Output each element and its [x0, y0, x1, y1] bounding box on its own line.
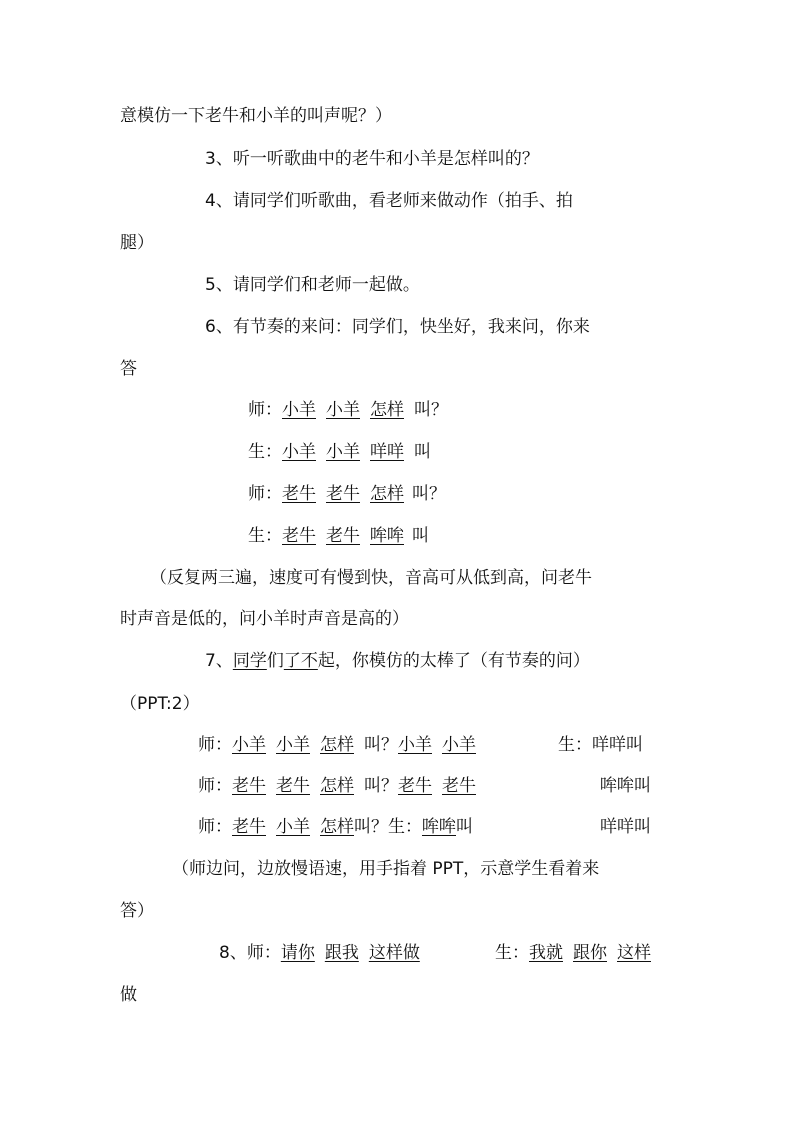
rhythm-word: 请你 [280, 943, 315, 963]
rhythm-word: 跟你 [573, 943, 607, 963]
item-text: 起，你模仿的太棒了（有节奏的问） [317, 651, 590, 671]
rhythm-word: 小羊 [282, 400, 316, 420]
list-item-7 [205, 649, 590, 673]
rhythm-word: 怎样 [320, 776, 354, 796]
list-item-4: 4、请同学们听歌曲，看老师来做动作（拍手、拍 [205, 191, 573, 211]
rhythm-word: 老牛 [282, 484, 316, 504]
rhythm-end: 叫 [456, 817, 473, 837]
list-item-5: 5、请同学们和老师一起做。 [205, 275, 420, 295]
rhythm-end: 叫 [414, 442, 431, 462]
dialogue-answer [600, 815, 651, 839]
list-item-3: 3、听一听歌曲中的老牛和小羊是怎样叫的？ [205, 149, 539, 169]
text-line: 答 [120, 359, 137, 379]
dialogue-line [198, 733, 476, 757]
rhythm-word: 老牛 [282, 526, 316, 546]
underlined-text: 了不 [283, 651, 318, 671]
speaker-label: 师： [248, 400, 282, 420]
text-line: 做 [120, 985, 137, 1005]
rhythm-end: 叫 [412, 526, 429, 546]
rhythm-word: 老牛 [398, 776, 432, 796]
text-line: 意模仿一下老牛和小羊的叫声呢？） [120, 106, 392, 126]
dialogue-line [248, 524, 429, 548]
list-item-6: 6、有节奏的来问：同学们，快坐好，我来问，你来 [205, 317, 590, 337]
text-line: （师边问，边放慢语速，用手指着 PPT，示意学生看着来 [172, 859, 600, 879]
rhythm-word: 老牛 [232, 817, 266, 837]
rhythm-word: 怎样 [370, 400, 404, 420]
rhythm-word: 老牛 [326, 526, 360, 546]
text-line: （反复两三遍，速度可有慢到快，音高可从低到高，问老牛 [150, 568, 592, 588]
rhythm-word: 我就 [529, 943, 563, 963]
item-number: 7、 [205, 651, 233, 671]
underlined-text: 同学 [232, 651, 267, 671]
rhythm-word: 怎样 [370, 484, 404, 504]
dialogue-line [248, 398, 448, 422]
rhythm-answer: 咩咩叫 [600, 817, 651, 837]
speaker-label: 师： [198, 735, 232, 755]
item-prefix: 8、师： [219, 943, 281, 963]
rhythm-end: 叫？ [364, 776, 398, 796]
dialogue-line [198, 815, 473, 839]
text-line: 答） [120, 901, 154, 921]
rhythm-word: 小羊 [442, 735, 476, 755]
text-line: 时声音是低的，问小羊时声音是高的） [120, 609, 409, 629]
dialogue-line [198, 774, 476, 798]
rhythm-end: 叫？ [364, 735, 398, 755]
rhythm-word: 老牛 [276, 776, 310, 796]
speaker-label: 师： [248, 484, 282, 504]
dialogue-line [248, 440, 431, 464]
rhythm-word: 小羊 [282, 442, 316, 462]
item-text: 们 [266, 651, 284, 671]
list-item-8 [219, 941, 420, 965]
rhythm-word: 老牛 [232, 776, 266, 796]
text-line: （PPT:2） [120, 694, 200, 714]
rhythm-word: 怎样 [320, 817, 354, 837]
rhythm-end: 叫？ [412, 484, 446, 504]
rhythm-word: 哞哞 [422, 817, 456, 837]
rhythm-word: 跟我 [324, 943, 359, 963]
rhythm-end: 叫？生： [354, 817, 422, 837]
speaker-label: 生： [495, 943, 529, 963]
rhythm-answer: 哞哞叫 [600, 776, 651, 796]
rhythm-word: 这样做 [368, 943, 420, 963]
speaker-label: 生： [558, 735, 592, 755]
rhythm-word: 小羊 [232, 735, 266, 755]
rhythm-word: 小羊 [276, 735, 310, 755]
rhythm-word: 小羊 [276, 817, 310, 837]
rhythm-word: 小羊 [326, 442, 360, 462]
dialogue-line [248, 482, 446, 506]
rhythm-end: 叫？ [414, 400, 448, 420]
rhythm-word: 老牛 [442, 776, 476, 796]
rhythm-word: 咩咩 [370, 442, 404, 462]
rhythm-word: 小羊 [326, 400, 360, 420]
rhythm-word: 怎样 [320, 735, 354, 755]
rhythm-word: 老牛 [326, 484, 360, 504]
dialogue-answer [495, 941, 651, 965]
speaker-label: 生： [248, 526, 282, 546]
speaker-label: 生： [248, 442, 282, 462]
speaker-label: 师： [198, 776, 232, 796]
text-line: 腿） [120, 233, 154, 253]
rhythm-word: 小羊 [398, 735, 432, 755]
rhythm-word: 这样 [617, 943, 651, 963]
speaker-label: 师： [198, 817, 232, 837]
dialogue-answer [600, 774, 651, 798]
rhythm-word: 哞哞 [370, 526, 404, 546]
dialogue-answer [558, 733, 643, 757]
rhythm-answer: 咩咩叫 [592, 735, 643, 755]
